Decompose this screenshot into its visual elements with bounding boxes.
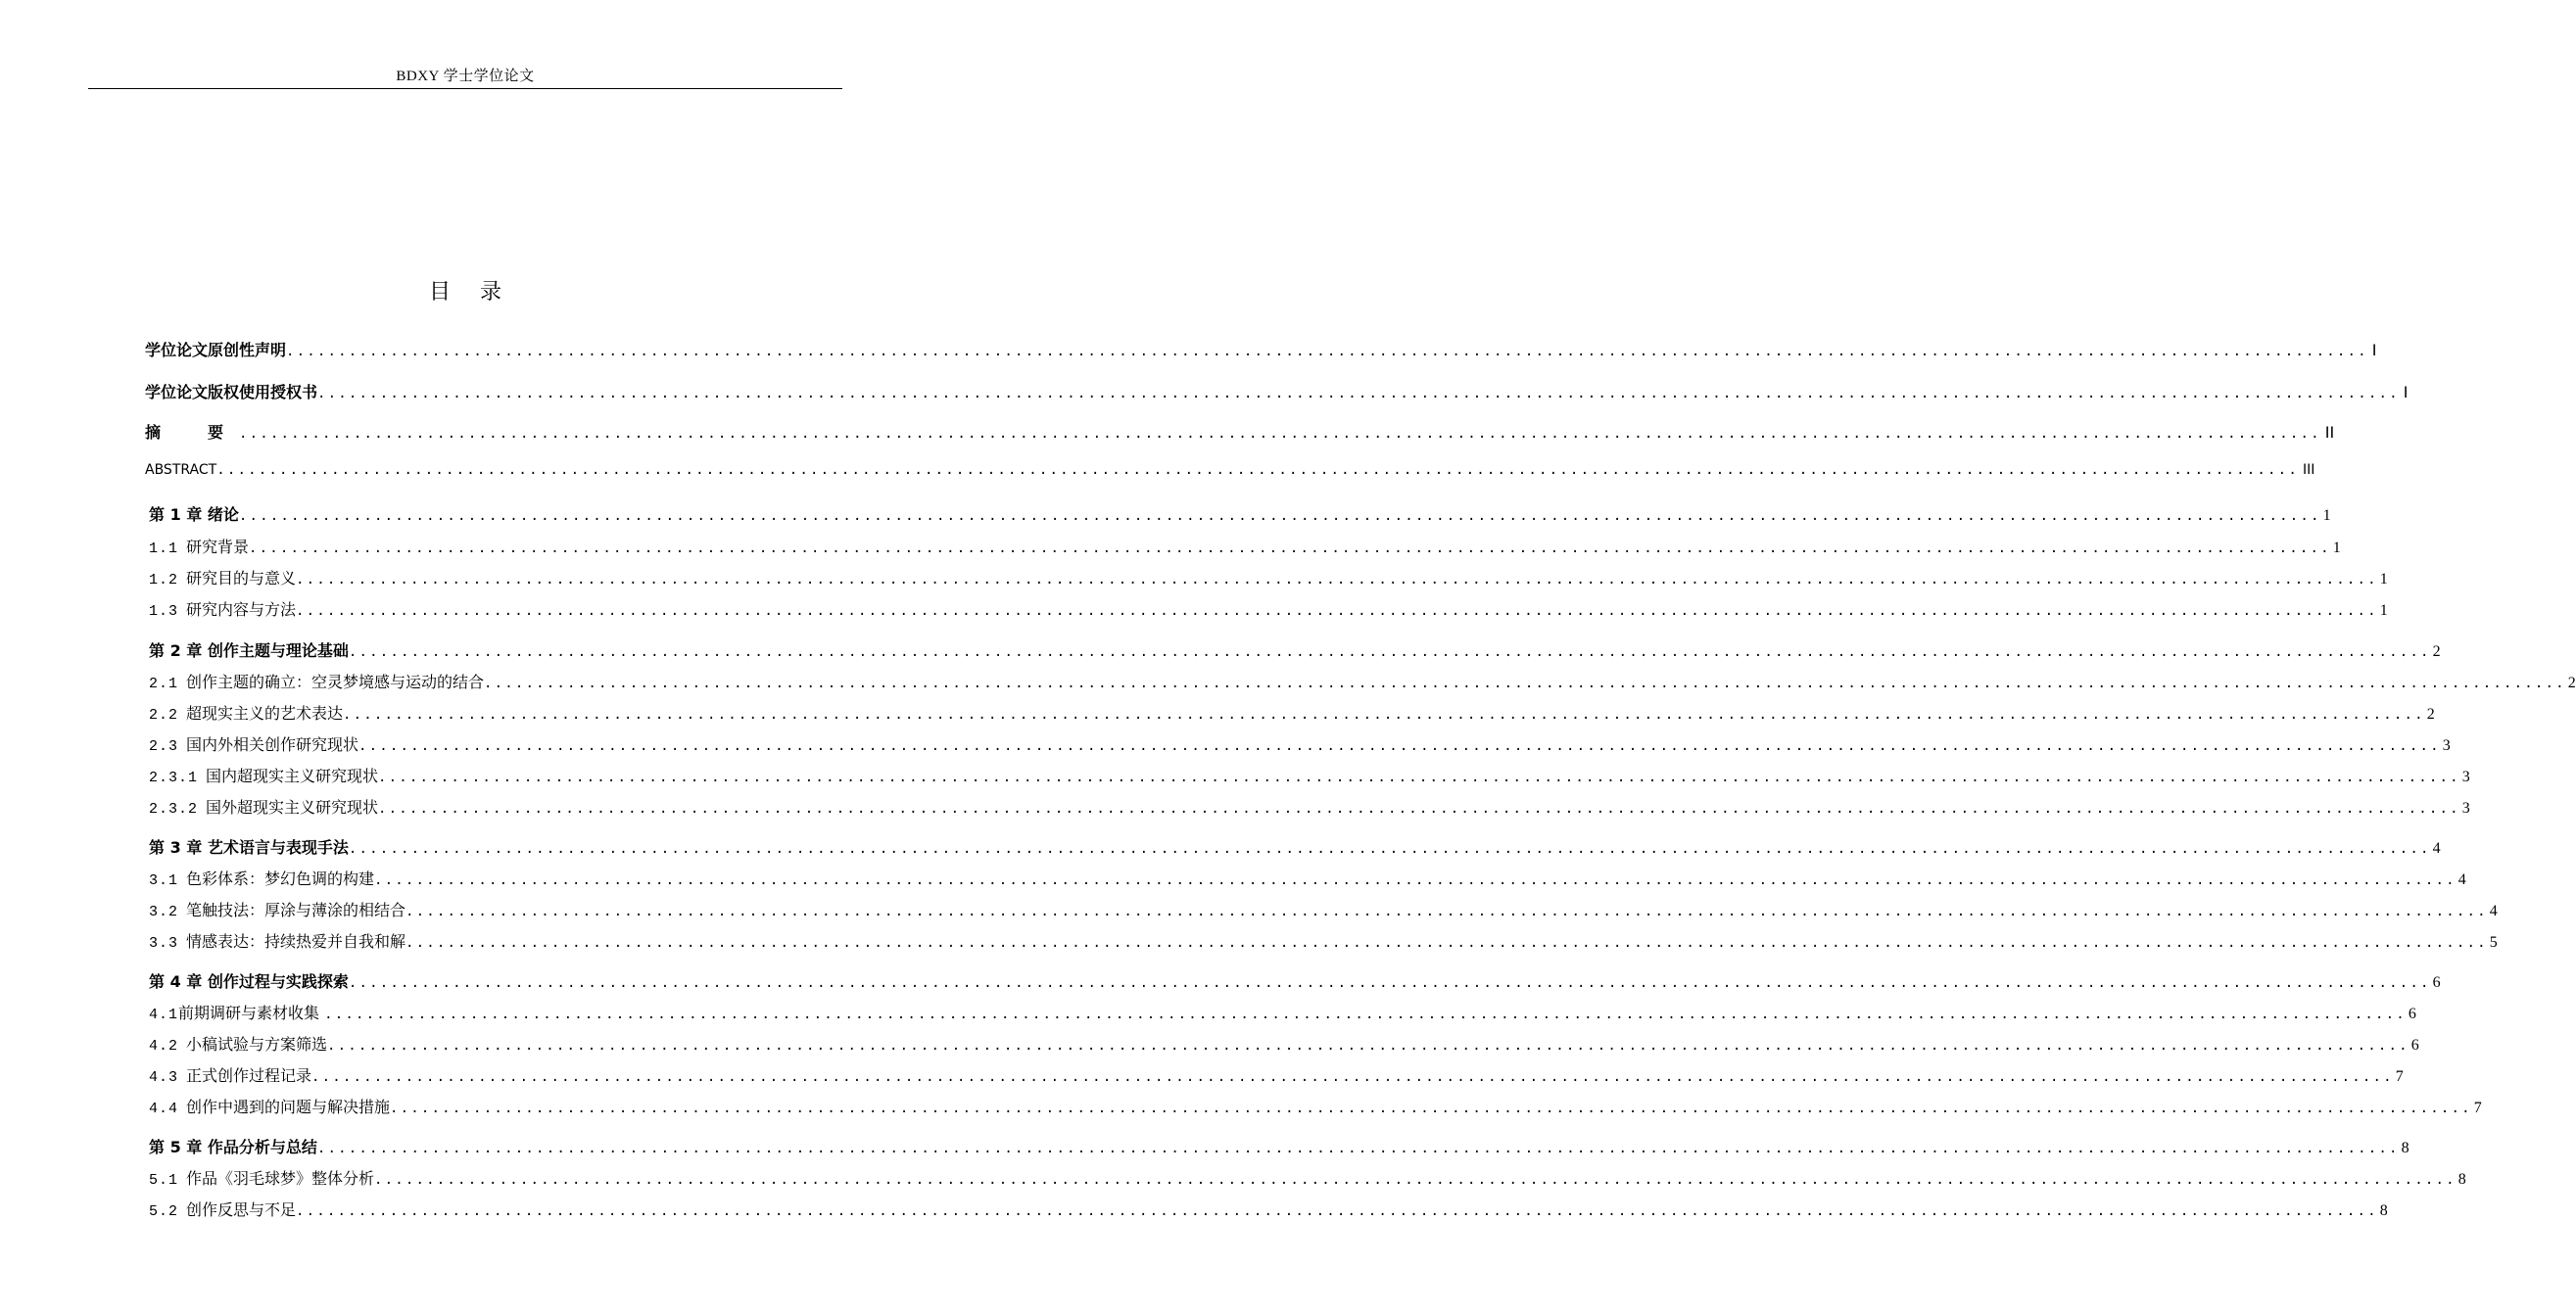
toc-section-number: 4.4 <box>149 1101 179 1117</box>
toc-section-number: 3.2 <box>149 904 179 920</box>
toc-section-2-3[interactable] <box>149 732 2451 755</box>
toc-section-number: 2.3.1 <box>149 770 199 786</box>
toc-entry-label: 研究背景 <box>186 538 250 556</box>
toc-entry-label: 创作中遇到的问题与解决措施 <box>186 1098 391 1116</box>
toc-entry-page: I <box>2371 341 2377 359</box>
toc-entry-label: 第 4 章 创作过程与实践探索 <box>149 972 349 991</box>
toc-entry-label: 学位论文版权使用授权书 <box>145 383 318 401</box>
toc-leader-dots: ........................................................................................................................................................................................................ <box>405 904 2488 919</box>
toc-section-number: 4.2 <box>149 1038 179 1055</box>
toc-entry-label: ABSTRACT <box>145 462 217 478</box>
toc-section-number: 4.3 <box>149 1069 179 1086</box>
toc-leader-dots: ........................................................................................................................................................................................................ <box>316 1141 2400 1156</box>
toc-leader-dots: ........................................................................................................................................................................................................ <box>405 935 2488 951</box>
toc-entry-page: II <box>2324 423 2335 442</box>
toc-entry-page: 2 <box>2432 643 2441 660</box>
toc-entry-page: 2 <box>2426 706 2435 723</box>
toc-leader-dots: ........................................................................................................................................................................................................ <box>317 386 2400 401</box>
toc-entry-label: 研究内容与方法 <box>186 600 297 619</box>
toc-entry-page: 8 <box>2401 1140 2409 1156</box>
toc-entry-page: 6 <box>2410 1037 2419 1054</box>
toc-chapter-5[interactable] <box>149 1135 2409 1157</box>
toc-entry-page: 3 <box>2461 769 2470 785</box>
toc-chapter-2[interactable] <box>149 638 2441 661</box>
toc-entry-label: 前期调研与素材收集 <box>178 1004 325 1022</box>
toc-section-2-2[interactable] <box>149 701 2435 724</box>
toc-section-5-2[interactable] <box>149 1198 2388 1220</box>
toc-entry-label: 第 5 章 作品分析与总结 <box>149 1138 317 1156</box>
toc-chapter-1[interactable] <box>149 502 2331 525</box>
toc-section-5-1[interactable] <box>149 1166 2466 1189</box>
toc-entry-page: 8 <box>2379 1202 2388 1219</box>
toc-entry-page: 6 <box>2432 974 2441 991</box>
toc-leader-dots: ........................................................................................................................................................................................................ <box>238 508 2321 524</box>
toc-leader-dots: ........................................................................................................................................................................................................ <box>311 1069 2394 1085</box>
toc-section-number: 1.3 <box>149 603 179 620</box>
toc-entry-label: 色彩体系：梦幻色调的构建 <box>186 870 375 888</box>
toc-entry-page: I <box>2403 383 2409 401</box>
toc-section-number: 2.3 <box>149 738 179 755</box>
header-rule <box>88 88 842 89</box>
toc-entry-page: 1 <box>2322 507 2331 524</box>
toc-leader-dots: ........................................................................................................................................................................................................ <box>296 1203 2378 1219</box>
toc-entry-label: 正式创作过程记录 <box>186 1066 312 1085</box>
toc-leader-dots: ........................................................................................................................................................................................................ <box>216 462 2299 478</box>
toc-section-4-1[interactable] <box>149 1001 2416 1023</box>
toc-entry-page: III <box>2302 462 2315 478</box>
toc-entry-label: 作品《羽毛球梦》整体分析 <box>186 1169 375 1188</box>
toc-leader-dots: ........................................................................................................................................................................................................ <box>378 801 2460 817</box>
toc-entry-label: 创作主题的确立：空灵梦境感与运动的结合 <box>186 673 485 691</box>
toc-entry-page: 3 <box>2442 737 2451 754</box>
toc-leader-dots: ........................................................................................................................................................................................................ <box>296 572 2378 588</box>
toc-leader-dots: ........................................................................................................................................................................................................ <box>378 770 2460 785</box>
toc-leader-dots: ........................................................................................................................................................................................................ <box>374 1172 2457 1188</box>
toc-section-2-3-2[interactable] <box>149 795 2470 818</box>
toc-section-2-1[interactable] <box>149 670 2576 692</box>
toc-section-1-1[interactable] <box>149 535 2341 557</box>
toc-leader-dots: ........................................................................................................................................................................................................ <box>343 707 2425 723</box>
toc-entry-page: 8 <box>2457 1171 2466 1188</box>
toc-section-number: 3.3 <box>149 935 179 952</box>
toc-entry-label: 国外超现实主义研究现状 <box>206 798 379 817</box>
toc-entry-page: 6 <box>2408 1006 2416 1022</box>
toc-leader-dots: ........................................................................................................................................................................................................ <box>358 738 2441 754</box>
toc-section-number: 1.2 <box>149 572 179 588</box>
toc-leader-dots: ........................................................................................................................................................................................................ <box>348 841 2431 857</box>
toc-chapter-4[interactable] <box>149 969 2441 992</box>
toc-leader-dots: ........................................................................................................................................................................................................ <box>239 426 2321 442</box>
toc-entry-abstract-cn[interactable] <box>145 420 2335 443</box>
toc-entry-label: 小稿试验与方案筛选 <box>186 1035 328 1054</box>
toc-entry-label: 超现实主义的艺术表达 <box>186 704 344 723</box>
toc-section-3-1[interactable] <box>149 867 2466 889</box>
toc-title: 目录 <box>428 280 531 305</box>
toc-leader-dots: ........................................................................................................................................................................................................ <box>249 540 2331 556</box>
toc-section-number: 4.1 <box>149 1007 179 1023</box>
toc-section-1-2[interactable] <box>149 566 2388 588</box>
toc-section-number: 2.3.2 <box>149 801 199 818</box>
toc-leader-dots: ........................................................................................................................................................................................................ <box>296 603 2378 619</box>
toc-section-number: 1.1 <box>149 540 179 557</box>
toc-section-4-4[interactable] <box>149 1095 2482 1117</box>
toc-entry-label: 创作反思与不足 <box>186 1200 297 1219</box>
toc-entry-label: 研究目的与意义 <box>186 569 297 588</box>
toc-leader-dots: ........................................................................................................................................................................................................ <box>324 1007 2407 1022</box>
toc-leader-dots: ........................................................................................................................................................................................................ <box>286 344 2368 359</box>
toc-entry-label: 第 1 章 绪论 <box>149 505 239 524</box>
toc-chapter-3[interactable] <box>149 835 2441 858</box>
toc-section-4-3[interactable] <box>149 1063 2404 1086</box>
toc-entry-abstract-en[interactable] <box>145 462 2315 478</box>
toc-section-2-3-1[interactable] <box>149 764 2470 786</box>
toc-entry-page: 7 <box>2395 1068 2404 1085</box>
toc-section-number: 2.2 <box>149 707 179 724</box>
toc-entry-label: 学位论文原创性声明 <box>145 341 287 359</box>
toc-entry-label: 国内外相关创作研究现状 <box>186 735 359 754</box>
toc-entry-label: 情感表达：持续热爱并自我和解 <box>186 932 406 951</box>
toc-leader-dots: ........................................................................................................................................................................................................ <box>390 1101 2472 1116</box>
toc-entry-label: 国内超现实主义研究现状 <box>206 767 379 785</box>
toc-entry-page: 1 <box>2332 540 2341 556</box>
toc-entry-page: 1 <box>2379 602 2388 619</box>
toc-entry-label: 第 3 章 艺术语言与表现手法 <box>149 838 349 857</box>
toc-section-4-2[interactable] <box>149 1032 2419 1055</box>
toc-entry-label: 摘 要 <box>145 423 240 442</box>
running-header: BDXY 学士学位论文 <box>396 69 535 84</box>
toc-entry-originality-statement[interactable] <box>145 338 2377 360</box>
toc-entry-copyright-authorization[interactable] <box>145 380 2409 402</box>
toc-leader-dots: ........................................................................................................................................................................................................ <box>348 644 2431 660</box>
toc-entry-label: 第 2 章 创作主题与理论基础 <box>149 641 349 660</box>
toc-section-3-2[interactable] <box>149 898 2498 920</box>
toc-section-1-3[interactable] <box>149 597 2388 620</box>
toc-entry-label: 笔触技法：厚涂与薄涂的相结合 <box>186 901 406 919</box>
toc-entry-page: 4 <box>2489 903 2498 919</box>
toc-entry-page: 7 <box>2473 1100 2482 1116</box>
toc-entry-page: 4 <box>2432 840 2441 857</box>
toc-entry-page: 4 <box>2457 871 2466 888</box>
toc-section-number: 2.1 <box>149 676 179 692</box>
toc-entry-page: 1 <box>2379 571 2388 588</box>
toc-leader-dots: ........................................................................................................................................................................................................ <box>374 872 2457 888</box>
toc-section-number: 3.1 <box>149 872 179 889</box>
toc-section-number: 5.1 <box>149 1172 179 1189</box>
toc-entry-page: 2 <box>2567 675 2576 691</box>
toc-entry-page: 3 <box>2461 800 2470 817</box>
toc-leader-dots: ........................................................................................................................................................................................................ <box>327 1038 2409 1054</box>
toc-section-3-3[interactable] <box>149 929 2498 952</box>
toc-leader-dots: ........................................................................................................................................................................................................ <box>484 676 2566 691</box>
toc-leader-dots: ........................................................................................................................................................................................................ <box>348 975 2431 991</box>
toc-section-number: 5.2 <box>149 1203 179 1220</box>
toc-entry-page: 5 <box>2489 934 2498 951</box>
